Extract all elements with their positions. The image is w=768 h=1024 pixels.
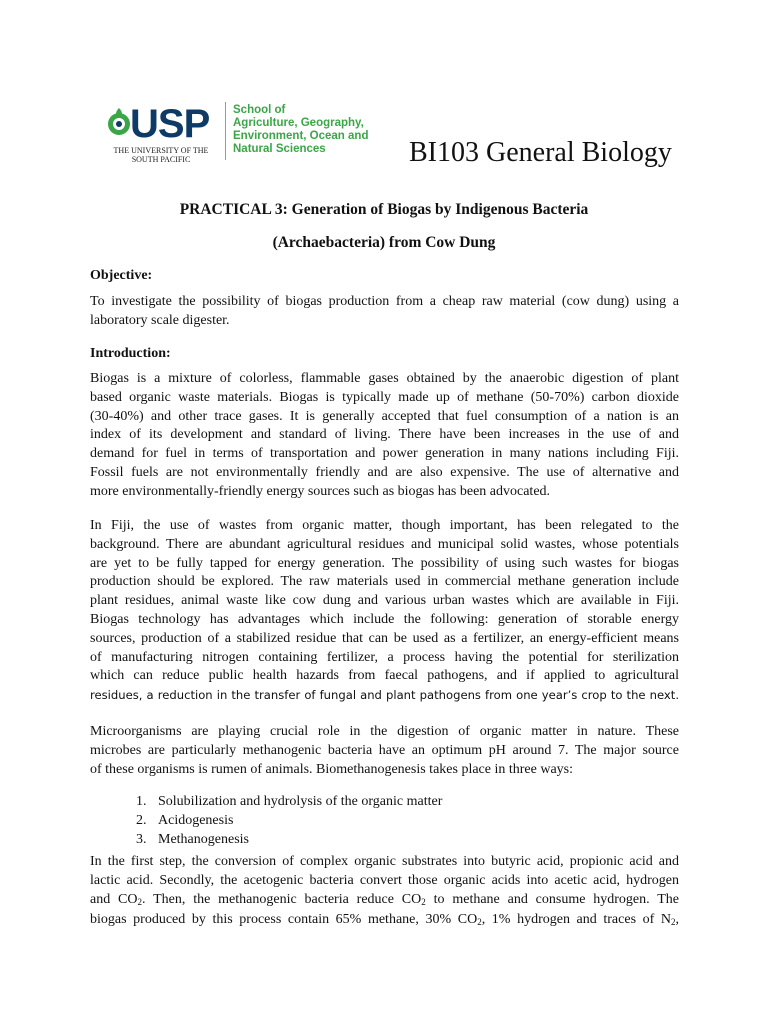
text-line: production should be explored. The raw materials used in commercial methane generation include — [90, 574, 679, 590]
text-line — [90, 891, 679, 912]
list-number: 2. — [136, 813, 147, 828]
text-line: plant residues, animal waste like cow dung and various urban wastes which are available in Fiji. — [90, 593, 679, 609]
text-line: more environmentally-friendly energy sources such as biogas has been advocated. — [90, 483, 551, 499]
intro-paragraph-2 — [90, 517, 679, 705]
school-line: School of — [233, 104, 286, 116]
text-line: sources, production of a stabilized residue that can be used as a fertilizer, an energy-efficient means — [90, 630, 679, 646]
objective-heading: Objective: — [90, 268, 153, 283]
text-line: of these organisms is rumen of animals. Biomethanogenesis takes place in three ways: — [90, 761, 574, 777]
text-line: demand for fuel in terms of transportation and power generation in many nations including Fiji. — [90, 446, 679, 462]
text-line: To investigate the possibility of biogas production from a cheap raw material (cow dung) using a — [90, 294, 679, 309]
subscript: 2 — [137, 896, 143, 907]
text-line: are yet to be fully tapped for energy generation. The possibility of using such wastes for biogas — [90, 555, 679, 571]
text-line: (30-40%) and other trace gases. It is generally accepted that fuel consumption of a nation is an — [90, 408, 679, 424]
text-line: Microorganisms are playing crucial role in the digestion of organic matter in nature. These — [90, 724, 679, 739]
practical-title-line-2: (Archaebacteria) from Cow Dung — [272, 234, 496, 251]
introduction-heading: Introduction: — [90, 346, 171, 361]
usp-logo — [100, 94, 400, 166]
school-line: Environment, Ocean and — [233, 130, 369, 142]
text-line: based organic waste materials. Biogas is typically made up of methane (50-70%) carbon dioxide — [90, 389, 679, 405]
methanogenesis-steps-list — [136, 792, 536, 849]
text-line: index of its development and standard of living. There have been increases in the use of and — [90, 427, 679, 443]
list-number: 3. — [136, 832, 147, 847]
text-line — [90, 911, 679, 932]
logo-divider — [225, 102, 226, 160]
text-fragment: , 1% hydrogen and traces of N — [481, 912, 671, 928]
text-line: residues, a reduction in the transfer of fungal and plant pathogens from one year’s crop to the next. — [90, 688, 679, 703]
subscript: 2 — [671, 917, 676, 928]
subscript: 2 — [477, 917, 482, 928]
text-fragment: . Then, the methanogenic bacteria reduce CO — [142, 891, 422, 907]
list-item — [136, 830, 536, 849]
text-line: of manufacturing nitrogen containing fertilizer, a process having the potential for sterilization — [90, 649, 679, 665]
text-line: Fossil fuels are not environmentally friendly and are also expensive. The use of alternative and — [90, 464, 679, 480]
text-line: microbes are particularly methanogenic bacteria have an optimum pH around 7. The major source — [90, 742, 679, 758]
text-fragment: to methane and consume hydrogen. The — [425, 891, 679, 907]
text-fragment: , — [675, 912, 679, 928]
objective-text — [90, 293, 679, 331]
text-fragment: and CO — [90, 891, 138, 907]
usp-emblem-icon — [106, 106, 132, 138]
text-line: Biogas technology has advantages which include the following: generation of storable energy — [90, 611, 679, 627]
text-line: In the first step, the conversion of complex organic substrates into butyric acid, propionic acid and — [90, 854, 679, 869]
logo-text: USP — [130, 102, 210, 146]
university-name: THE UNIVERSITY OF THE SOUTH PACIFIC — [113, 146, 209, 164]
school-line: Natural Sciences — [233, 143, 326, 155]
text-line: Biogas is a mixture of colorless, flammable gases obtained by the anaerobic digestion of plant — [90, 371, 679, 386]
intro-paragraph-4 — [90, 853, 679, 932]
intro-paragraph-3 — [90, 723, 679, 779]
text-line: laboratory scale digester. — [90, 312, 230, 328]
subscript: 2 — [421, 896, 426, 907]
school-line: Agriculture, Geography, — [233, 117, 364, 129]
list-number: 1. — [136, 794, 147, 809]
list-text: Methanogenesis — [158, 832, 249, 847]
header — [96, 92, 686, 172]
list-item — [136, 792, 536, 811]
text-fragment: biogas produced by this process contain 65% methane, 30% CO — [90, 912, 478, 928]
list-text: Acidogenesis — [158, 813, 234, 828]
list-text: Solubilization and hydrolysis of the organic matter — [158, 794, 443, 809]
intro-paragraph-1 — [90, 370, 679, 502]
school-name — [233, 104, 403, 156]
text-line: which can reduce public health hazards from faecal pathogens, and if applied to agricultural — [90, 668, 679, 684]
text-line: lactic acid. Secondly, the acetogenic bacteria convert those organic acids into acetic acid, hydrogen — [90, 872, 679, 888]
course-title: BI103 General Biology — [409, 137, 672, 168]
text-line: background. There are abundant agricultural residues and municipal solid wastes, whose potentials — [90, 536, 679, 552]
practical-title-line-1: PRACTICAL 3: Generation of Biogas by Indigenous Bacteria — [179, 201, 589, 218]
text-line: In Fiji, the use of wastes from organic matter, though important, has been relegated to the — [90, 518, 679, 533]
list-item — [136, 811, 536, 830]
